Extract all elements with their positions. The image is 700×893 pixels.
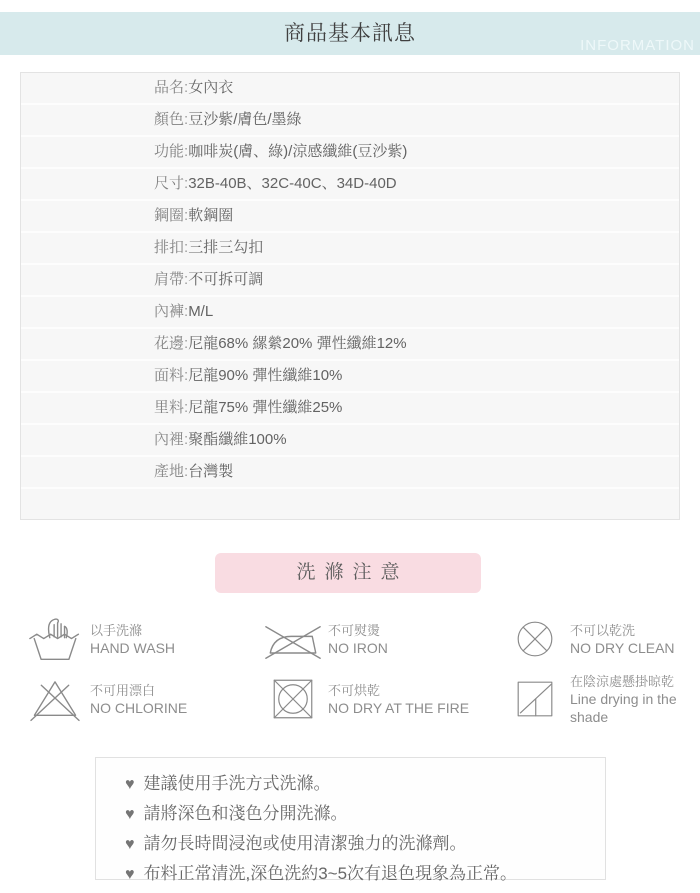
row-label: 顏色: [154, 111, 185, 128]
table-row: [21, 233, 679, 265]
row-label: 里料: [154, 399, 185, 416]
row-value: 咖啡炭(膚、綠)/涼感纖維(豆沙紫): [188, 143, 408, 160]
row-label: 內裡: [154, 431, 185, 448]
care-item-label: [570, 673, 686, 726]
row-value: 尼龍90% 彈性纖維10%: [188, 367, 343, 384]
care-item-label: [570, 622, 675, 657]
care-item-label: [328, 622, 388, 657]
row-value: 尼龍75% 彈性纖維25%: [188, 399, 343, 416]
row-label: 內褲: [154, 303, 185, 320]
row-separator: :: [184, 239, 189, 256]
table-row: [21, 137, 679, 169]
table-row: [21, 393, 679, 425]
row-separator: :: [184, 303, 189, 320]
no-chlorine-icon: [26, 675, 84, 723]
table-row: [21, 105, 679, 137]
row-separator: :: [184, 335, 189, 352]
heart-icon: ♥: [125, 866, 135, 883]
table-row: [21, 265, 679, 297]
row-separator: :: [184, 367, 189, 384]
washing-notes-box: [95, 757, 606, 883]
row-label: 產地: [154, 463, 185, 480]
row-separator: :: [184, 143, 189, 160]
header-banner: [0, 12, 700, 55]
care-item-no-tumble-dry: [264, 674, 506, 724]
care-label-zh: 不可以乾洗: [570, 622, 636, 638]
row-separator: :: [184, 175, 189, 192]
hand-wash-icon: [26, 616, 84, 662]
table-row: [21, 425, 679, 457]
row-label: 排扣: [154, 239, 185, 256]
care-symbol-grid: [26, 614, 686, 724]
care-label-en: HAND WASH: [90, 639, 176, 656]
note-line: [125, 829, 595, 859]
table-row: [21, 457, 679, 489]
care-item-label: [90, 682, 187, 717]
row-value: 三排三勾扣: [188, 239, 264, 256]
row-label: 品名: [154, 79, 185, 96]
row-value: 台灣製: [188, 463, 234, 480]
row-separator: :: [184, 207, 189, 224]
care-item-label: [90, 622, 175, 657]
row-label: 花邊: [154, 335, 185, 352]
note-text: 布料正常清洗,深色洗約3~5次有退色現象為正常。: [143, 864, 518, 883]
note-text: 請將深色和淺色分開洗滌。: [143, 804, 348, 823]
row-label: 鋼圈: [154, 207, 185, 224]
row-separator: :: [184, 399, 189, 416]
care-item-hand-wash: [26, 614, 264, 664]
row-separator: :: [184, 431, 189, 448]
care-label-en: NO IRON: [328, 639, 388, 656]
row-separator: :: [184, 111, 189, 128]
table-row: [21, 329, 679, 361]
row-label: 面料: [154, 367, 185, 384]
care-label-zh: 不可烘乾: [328, 682, 381, 698]
row-value: 32B-40B、32C-40C、34D-40D: [188, 175, 397, 192]
row-label: 功能: [154, 143, 185, 160]
wash-notice-banner: [215, 553, 481, 593]
care-item-no-iron: [264, 614, 506, 664]
care-label-en: NO DRY AT THE FIRE: [328, 699, 470, 716]
note-text: 請勿長時間浸泡或使用清潔強力的洗滌劑。: [143, 834, 467, 853]
row-separator: :: [184, 271, 189, 288]
care-label-zh: 在陰涼處懸掛晾乾: [570, 673, 675, 689]
wash-notice-title: 洗滌注意: [296, 562, 409, 583]
care-label-zh: 不可用漂白: [90, 682, 156, 698]
heart-icon: ♥: [125, 806, 135, 823]
table-row: [21, 169, 679, 201]
row-label: 尺寸: [154, 175, 185, 192]
row-value: 女內衣: [188, 79, 234, 96]
table-row: [21, 361, 679, 393]
table-row: [21, 201, 679, 233]
line-dry-shade-icon: [506, 680, 564, 718]
note-line: [125, 769, 595, 799]
care-item-no-dry-clean: [506, 614, 686, 664]
care-item-line-dry-shade: [506, 674, 686, 724]
heart-icon: ♥: [125, 776, 135, 793]
row-separator: :: [184, 463, 189, 480]
header-subtitle: INFORMATION: [580, 37, 695, 54]
row-value: 豆沙紫/膚色/墨綠: [188, 111, 302, 128]
heart-icon: ♥: [125, 836, 135, 853]
row-value: 不可拆可調: [188, 271, 264, 288]
page-title: 商品基本訊息: [284, 22, 416, 45]
care-item-no-chlorine: [26, 674, 264, 724]
note-text: 建議使用手洗方式洗滌。: [143, 774, 331, 793]
table-row: [21, 297, 679, 329]
no-tumble-dry-icon: [264, 678, 322, 720]
care-item-label: [328, 682, 469, 717]
note-line: [125, 799, 595, 829]
care-label-en: Line drying in the shade: [570, 690, 677, 725]
row-value: 聚酯纖維100%: [188, 431, 287, 448]
row-separator: :: [184, 79, 189, 96]
care-label-zh: 以手洗滌: [90, 622, 143, 638]
care-label-en: NO DRY CLEAN: [570, 639, 675, 656]
table-row: [21, 73, 679, 105]
row-value: 軟鋼圈: [188, 207, 234, 224]
row-value: 尼龍68% 縲縈20% 彈性纖維12%: [188, 335, 407, 352]
no-dry-clean-icon: [506, 620, 564, 658]
product-info-table: [20, 72, 680, 520]
note-line: [125, 859, 595, 889]
row-value: M/L: [188, 303, 214, 320]
care-label-zh: 不可熨燙: [328, 622, 381, 638]
row-label: 肩帶: [154, 271, 185, 288]
care-label-en: NO CHLORINE: [90, 699, 188, 716]
table-row-empty: [21, 489, 679, 519]
no-iron-icon: [264, 618, 322, 660]
